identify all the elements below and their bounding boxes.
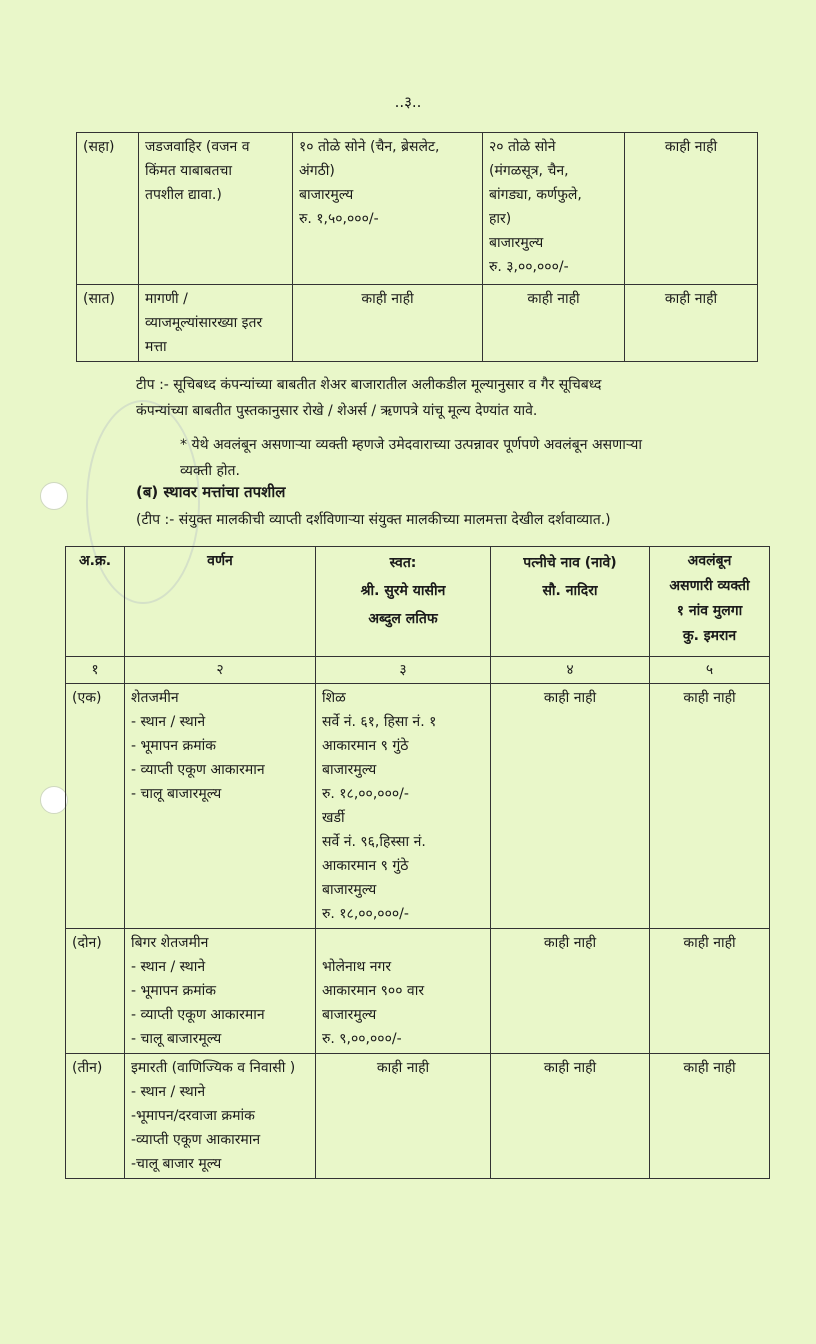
dependent-value: काही नाही xyxy=(650,684,770,929)
note-dependents: * येथे अवलंबून असणाऱ्या व्यक्ती म्हणजे उमेदवाराच्या उत्पन्नावर पूर्णपणे अवलंबून असणाऱ्या व्यक्ती होत. xyxy=(180,437,642,479)
page-number: ..३.. xyxy=(394,93,422,111)
movable-assets-table xyxy=(76,132,758,362)
row-label: (सात) xyxy=(77,285,139,362)
row-label: (तीन) xyxy=(66,1054,125,1179)
dependent-value: काही नाही xyxy=(625,133,758,285)
table-row xyxy=(77,285,758,362)
column-number: ४ xyxy=(491,657,650,684)
row-description: शेतजमीन - स्थान / स्थाने - भूमापन क्रमांक - व्याप्ती एकूण आकारमान - चालू बाजारमूल्य xyxy=(125,684,316,929)
row-description: बिगर शेतजमीन - स्थान / स्थाने - भूमापन क्रमांक - व्याप्ती एकूण आकारमान - चालू बाजारमूल्य xyxy=(125,929,316,1054)
row-description: इमारती (वाणिज्यिक व निवासी ) - स्थान / स्थाने -भूमापन/दरवाजा क्रमांक -व्याप्ती एकूण आकारमान -चालू बाजार मूल्य xyxy=(125,1054,316,1179)
dependent-value: काही नाही xyxy=(650,929,770,1054)
punch-hole-top xyxy=(40,482,68,510)
section-b-note: (टीप :- संयुक्त मालकीची व्याप्ती दर्शविणाऱ्या संयुक्त मालकीच्या मालमत्ता देखील दर्शवाव्यात.) xyxy=(136,512,611,528)
self-value: शिळ सर्वे नं. ६१, हिसा नं. १ आकारमान ९ गुंठे बाजारमुल्य रु. १८,००,०००/- खर्डी सर्वे नं. ९६,हिस्सा नं. आकारमान ९ गुंठे बाजारमुल्य रु. १८,००,०००/- xyxy=(316,684,491,929)
header-self: स्वत: श्री. सुरमे यासीन अब्दुल लतिफ xyxy=(316,547,491,657)
spouse-value: काही नाही xyxy=(491,1054,650,1179)
self-value: भोलेनाथ नगर आकारमान ९०० वार बाजारमुल्य रु. ९,००,०००/- xyxy=(316,929,491,1054)
row-description: जडजवाहिर (वजन व किंमत याबाबतचा तपशील द्यावा.) xyxy=(139,133,293,285)
dependent-value: काही नाही xyxy=(650,1054,770,1179)
table-row xyxy=(66,929,770,1054)
row-label: (दोन) xyxy=(66,929,125,1054)
row-label: (एक) xyxy=(66,684,125,929)
row-description: मागणी / व्याजमूल्यांसारख्या इतर मत्ता xyxy=(139,285,293,362)
column-number-row xyxy=(66,657,770,684)
header-spouse: पत्नीचे नाव (नावे) सौ. नादिरा xyxy=(491,547,650,657)
punch-hole-bottom xyxy=(40,786,68,814)
spouse-value: काही नाही xyxy=(483,285,625,362)
self-value: काही नाही xyxy=(316,1054,491,1179)
note-listed-companies: टीप :- सूचिबध्द कंपन्यांच्या बाबतीत शेअर बाजारातील अलीकडील मूल्यानुसार व गैर सूचिबध्द कंपन्यांच्या बाबतीत पुस्तकानुसार रोखे / शेअर्स / ऋणपत्रे यांचू मूल्य देण्यांत यावे. xyxy=(136,377,602,419)
header-description: वर्णन xyxy=(125,547,316,657)
table-row xyxy=(66,1054,770,1179)
header-serial: अ.क्र. xyxy=(66,547,125,657)
table-row xyxy=(77,133,758,285)
spouse-value: २० तोळे सोने (मंगळसूत्र, चैन, बांगड्या, कर्णफुले, हार) बाजारमुल्य रु. ३,००,०००/- xyxy=(483,133,625,285)
table-row xyxy=(66,684,770,929)
self-value: काही नाही xyxy=(293,285,483,362)
dependent-value: काही नाही xyxy=(625,285,758,362)
header-dependent: अवलंबून असणारी व्यक्ती १ नांव मुलगा कु. इमरान xyxy=(650,547,770,657)
spouse-value: काही नाही xyxy=(491,929,650,1054)
row-label: (सहा) xyxy=(77,133,139,285)
column-number: २ xyxy=(125,657,316,684)
self-value: १० तोळे सोने (चैन, ब्रेसलेट, अंगठी) बाजारमुल्य रु. १,५०,०००/- xyxy=(293,133,483,285)
column-number: ३ xyxy=(316,657,491,684)
column-number: १ xyxy=(66,657,125,684)
immovable-assets-table xyxy=(65,546,770,1179)
table-header-row xyxy=(66,547,770,657)
spouse-value: काही नाही xyxy=(491,684,650,929)
section-b-heading: (ब) स्थावर मत्तांचा तपशील xyxy=(136,483,286,501)
column-number: ५ xyxy=(650,657,770,684)
